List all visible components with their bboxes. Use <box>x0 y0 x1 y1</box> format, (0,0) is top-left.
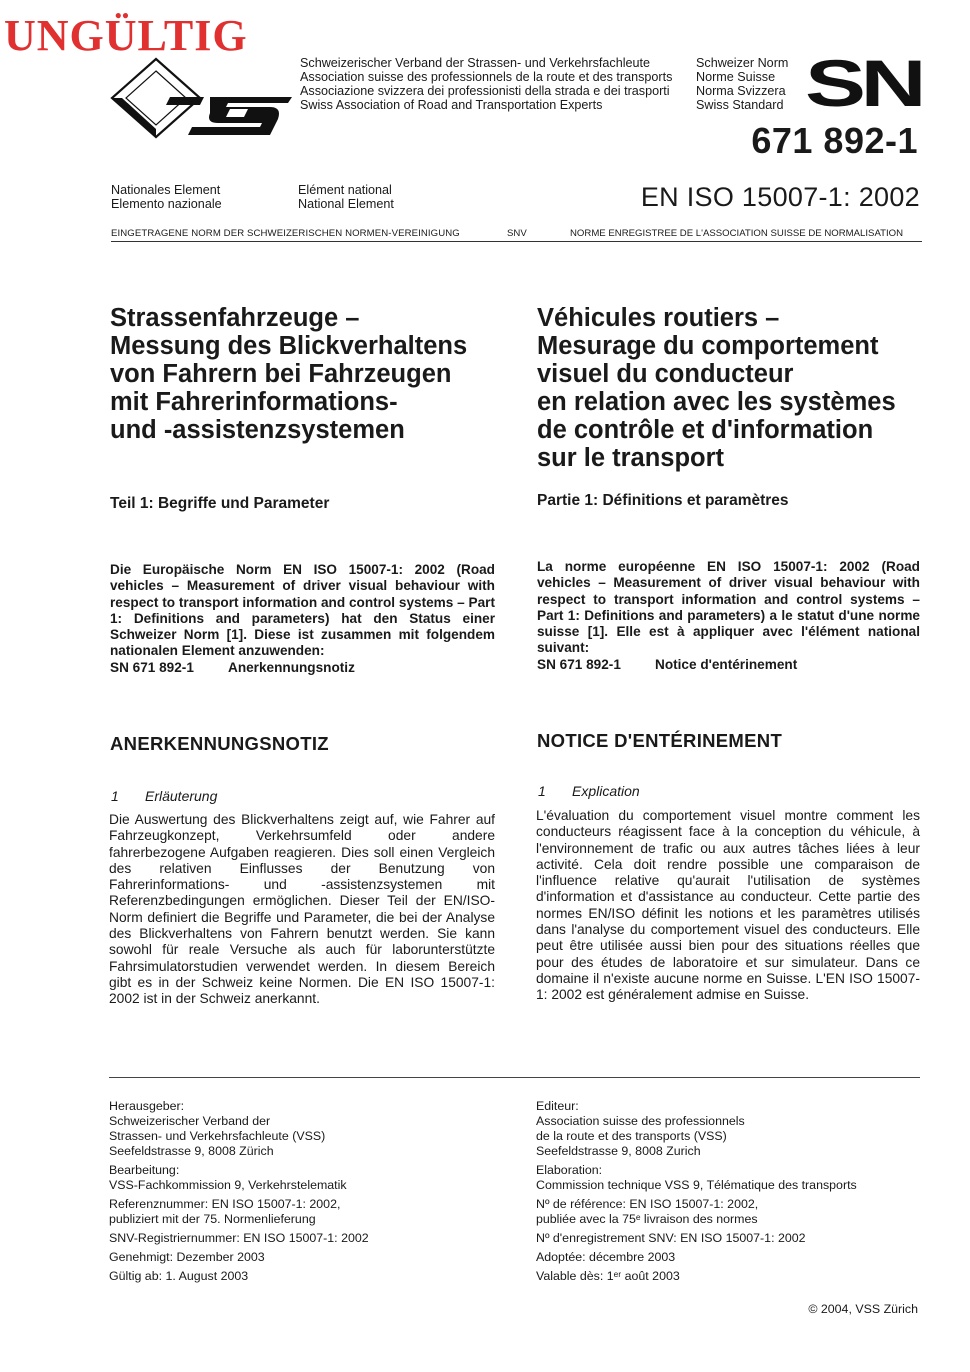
registration-right: NORME ENREGISTREE DE L'ASSOCIATION SUISSE DE NORMALISATION <box>570 228 904 239</box>
norm-label-line: Norma Svizzera <box>696 84 786 98</box>
title-line: de contrôle et d'information <box>537 416 874 444</box>
title-line: Véhicules routiers – <box>537 304 780 332</box>
registration-line <box>111 227 922 242</box>
section-title: Erläuterung <box>145 788 218 804</box>
element-label: Nationales Element <box>111 183 221 197</box>
iso-reference: EN ISO 15007-1: 2002 <box>640 182 920 212</box>
association-line: Swiss Association of Road and Transportation Experts <box>300 98 603 112</box>
intro-de <box>110 562 495 676</box>
imprint-line: Gültig ab: 1. August 2003 <box>109 1269 249 1283</box>
imprint-line: Seefeldstrasse 9, 8008 Zürich <box>109 1144 274 1158</box>
imprint-group <box>109 1269 369 1284</box>
copyright: © 2004, VSS Zürich <box>808 1302 918 1316</box>
invalid-stamp: UNGÜLTIG <box>4 11 248 60</box>
body-text-fr: L'évaluation du comportement visuel montre comment les conducteurs réagissent face à la conception du véhicule, à l'environnement de trafic ou aux autres tâches liées à leur activité. Cela doit rendre possible une comparaison de l'influence relative qu'aurait l'utilisation de systèmes d'information et d'assistance au conducteur. Cette partie des normes EN/ISO définit les notions et les paramètres utilisés dans l'analyse du comportement visuel des conducteurs. Elle peut être utilisée aussi bien pour des situations réelles que pour des études de laboratoire et sur simulateur. Dans ce domaine il n'existe aucune norme en Suisse. L'EN ISO 15007-1: 2002 est généralement admise en Suisse. <box>536 808 920 1003</box>
element-label: Elemento nazionale <box>111 197 222 211</box>
registration-left: EINGETRAGENE NORM DER SCHWEIZERISCHEN NORMEN-VEREINIGUNG <box>111 228 460 239</box>
heading-fr: NOTICE D'ENTÉRINEMENT <box>537 730 783 751</box>
body-text-de: Die Auswertung des Blickverhaltens zeigt auf, wie Fahrer auf Fahrzeugkonzept, Verkehrsumfeld oder andere fahrerbezogene Aufgaben reagieren. Dies soll einen Vergleich des relativen Einflusses der Benutzung von Fahrerinformations- und -assistenzsystemen mit Referenzbedingungen ermöglichen. Dieser Teil der EN/ISO-Norm definiert die Begriffe und Parameter, die bei der Analyse des Blickverhaltens von Fahrern benutzt werden. Sie kann sowohl für reale Versuche als auch für laborunterstützte Fahrsimulatorstudien verwendet werden. In diesem Bereich gibt es in der Schweiz keine Normen. Die EN ISO 15007-1: 2002 ist in der Schweiz anerkannt. <box>109 812 495 1007</box>
imprint-line: SNV-Registriernummer: EN ISO 15007-1: 2002 <box>109 1231 369 1245</box>
association-line: Associazione svizzera dei professionisti della strada e dei trasporti <box>300 84 670 98</box>
title-line: Strassenfahrzeuge – <box>110 304 360 332</box>
intro-text: La norme européenne EN ISO 15007-1: 2002 (Road vehicles – Measurement of driver visual behaviour with respect to transport information and control systems – Part 1: Definitions and parameters) a le statut d'une norme suisse [1]. Elle est à appliquer avec l'élément national suivant: <box>537 559 920 656</box>
imprint-line: Genehmigt: Dezember 2003 <box>109 1250 265 1264</box>
sn-number: SN 671 892-1 <box>537 656 621 672</box>
imprint-group <box>536 1099 857 1159</box>
imprint-line: Nº d'enregistrement SNV: EN ISO 15007-1: 2002 <box>536 1231 806 1245</box>
element-label: Elément national <box>298 183 392 197</box>
imprint-group <box>536 1197 857 1227</box>
imprint-group <box>536 1250 857 1265</box>
title-line: sur le transport <box>537 444 725 472</box>
imprint-group <box>109 1250 369 1265</box>
imprint-line: de la route et des transports (VSS) <box>536 1129 727 1143</box>
document-number: 671 892-1 <box>751 120 918 161</box>
imprint-group <box>109 1099 369 1159</box>
title-line: visuel du conducteur <box>537 360 794 388</box>
national-element-fr <box>298 183 394 211</box>
title-line: mit Fahrerinformations- <box>110 388 398 416</box>
title-de <box>110 304 467 444</box>
imprint-group <box>536 1163 857 1193</box>
imprint-line: Elaboration: <box>536 1163 603 1177</box>
imprint-line: Association suisse des professionnels <box>536 1114 745 1128</box>
sn-reference <box>110 660 495 676</box>
imprint-line: Referenznummer: EN ISO 15007-1: 2002, <box>109 1197 341 1211</box>
imprint-line: Commission technique VSS 9, Télématique des transports <box>536 1178 857 1192</box>
sn-logo-icon <box>804 56 922 108</box>
imprint-line: VSS-Fachkommission 9, Verkehrstelematik <box>109 1178 347 1192</box>
imprint-line: Adoptée: décembre 2003 <box>536 1250 676 1264</box>
footer-divider <box>109 1077 920 1078</box>
title-line: en relation avec les systèmes <box>537 388 896 416</box>
sn-label: Anerkennungsnotiz <box>228 659 355 675</box>
intro-fr <box>537 559 920 673</box>
registration-center: SNV <box>507 228 527 239</box>
imprint-line: Schweizerischer Verband der <box>109 1114 271 1128</box>
imprint-group <box>109 1163 369 1193</box>
sn-number: SN 671 892-1 <box>110 659 194 675</box>
imprint-fr <box>536 1099 857 1288</box>
part-title-fr: Partie 1: Définitions et paramètres <box>537 492 789 509</box>
section-number: 1 <box>111 788 119 804</box>
imprint-line: Seefeldstrasse 9, 8008 Zurich <box>536 1144 701 1158</box>
imprint-line: publiziert mit der 75. Normenlieferung <box>109 1212 316 1226</box>
norm-label-line: Swiss Standard <box>696 98 784 112</box>
section-heading-de <box>111 788 217 804</box>
imprint-line: Herausgeber: <box>109 1099 185 1113</box>
vss-logo-icon <box>110 57 292 139</box>
association-line: Association suisse des professionnels de la route et des transports <box>300 70 673 84</box>
norm-label-line: Norme Suisse <box>696 70 776 84</box>
title-line: Messung des Blickverhaltens <box>110 332 468 360</box>
norm-label-line: Schweizer Norm <box>696 56 789 70</box>
norm-label <box>696 56 788 112</box>
title-line: von Fahrern bei Fahrzeugen <box>110 360 452 388</box>
element-label: National Element <box>298 197 394 211</box>
association-line: Schweizerischer Verband der Strassen- und Verkehrsfachleute <box>300 56 651 70</box>
title-fr <box>537 304 896 472</box>
title-line: und -assistenzsystemen <box>110 416 405 444</box>
section-heading-fr <box>538 783 640 799</box>
section-number: 1 <box>538 783 546 799</box>
intro-text: Die Europäische Norm EN ISO 15007-1: 2002 (Road vehicles – Measurement of driver visual behaviour with respect to transport information and control systems – Part 1: Definitions and parameters) hat den Status einer Schweizer Norm [1]. Diese ist zusammen mit folgendem nationalen Element anzuwenden: <box>110 562 495 659</box>
imprint-group <box>109 1197 369 1227</box>
sn-logo-text: SN <box>805 56 922 108</box>
imprint-line: Strassen- und Verkehrsfachleute (VSS) <box>109 1129 326 1143</box>
imprint-de <box>109 1099 369 1288</box>
part-title-de: Teil 1: Begriffe und Parameter <box>110 495 330 512</box>
imprint-line: Bearbeitung: <box>109 1163 180 1177</box>
imprint-group <box>109 1231 369 1246</box>
sn-label: Notice d'entérinement <box>655 656 798 672</box>
section-title: Explication <box>572 783 640 799</box>
imprint-line: publiée avec la 75ᵉ livraison des normes <box>536 1212 758 1226</box>
imprint-group <box>536 1269 857 1284</box>
imprint-line: Nº de référence: EN ISO 15007-1: 2002, <box>536 1197 759 1211</box>
heading-de: ANERKENNUNGSNOTIZ <box>110 733 329 754</box>
imprint-line: Editeur: <box>536 1099 579 1113</box>
imprint-line: Valable dès: 1ᵉʳ août 2003 <box>536 1269 680 1283</box>
association-names <box>300 56 672 112</box>
sn-reference <box>537 657 920 673</box>
title-line: Mesurage du comportement <box>537 332 879 360</box>
imprint-group <box>536 1231 857 1246</box>
national-element-de <box>111 183 222 211</box>
